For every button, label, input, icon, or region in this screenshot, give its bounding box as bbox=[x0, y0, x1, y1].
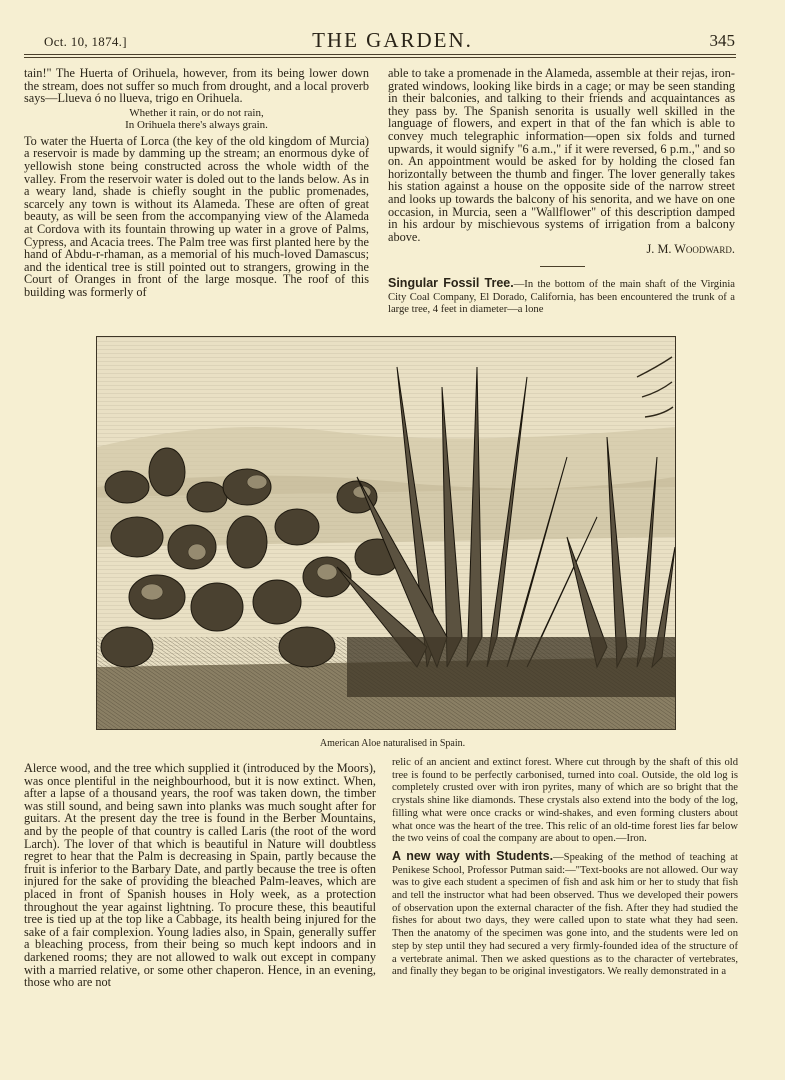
fossil-tree-article bbox=[388, 277, 735, 317]
proverb-verse bbox=[24, 107, 369, 131]
fossil-tree-heading: Singular Fossil Tree. bbox=[388, 276, 514, 290]
fossil-tree-text: —In the bottom of the main shaft of the Virginia City Coal Company, El Dorado, California, has been encountered the trunk of a large tree, 4 feet in diameter—a lone bbox=[388, 279, 735, 316]
engraving-drawing bbox=[97, 337, 675, 729]
fossil-continuation-paragraph: relic of an ancient and extinct forest. Where cut through by the shaft of this old tree is found to be perfectly carbonised, turned into coal. Outside, the old log is completely crusted over with iron pyrites, many of which are so bright that the crystals shine like diamonds. These crystals also extend into the body of the log, filling what were once cracks or wind-shakes, and even forming clusters about what once was the heart of the tree. This relic of an old-time forest lies far below the two veins of coal the company are about to open.—Iron. bbox=[392, 757, 738, 845]
alerce-paragraph: Alerce wood, and the tree which supplied it (introduced by the Moors), was once plentiful in the neighbourhood, but it is now extinct. When, after a lapse of a thousand years, the roof was taken down, the timber was still sound, and being sawn into planks was much sought after for guitars. At the present day the tree is found in the Berber Mountains, and by the people of that country is called Laris (the root of the word Larch). The lover of that which is beautiful in Nature will doubtless regret to hear that the Palm is decreasing in Spain, partly because the fruit is inferior to the Barbary Date, and partly because the tree is often injured for the sake of providing the bleached Palm-leaves, which are placed in front of Spanish houses in Holy week, as a protection throughout the year against lightning. To procure these, this beautiful tree is tied up at the top like a Cabbage, its health being injured for the sake of a fair complexion. Young ladies also, in Spain, generally suffer a bleaching process, from their being so much kept indoors and in darkened rooms; they are not allowed to walk out except in company with a married relative, or some other chaperon. Hence, in an evening, those who are not bbox=[24, 761, 376, 990]
left-top-column bbox=[24, 67, 369, 299]
students-text: —Speaking of the method of teaching at Penikese School, Professor Putman said:—"Text-books are not allowed. Our way was to give each student a specimen of fish and ask him or her to study that fish and tell the instructor what had been observed. Thus we developed their powers of observation upon the external character of the fish. After they had studied the fishes for about two days, they were called upon to state what they had seen. Then the anatomy of the specimen was gone into, and the students were led on step by step until they had secured a very firmly-founded idea of the structure of a vertebrate animal. Then we asked questions as to the character of vertebrates, and finally they began to be original investigators. We really demonstrated in a bbox=[392, 851, 738, 978]
page-number: 345 bbox=[709, 31, 735, 50]
verse-line-1: Whether it rain, or do not rain, bbox=[129, 106, 264, 119]
alameda-paragraph: able to take a promenade in the Alameda, assemble at their rejas, iron-grated windows, looking like birds in a cage; or may be seen standing in their balconies, and talking to their friends and acquaintances as they pass by. The Spanish senorita is usually well skilled in the language of flowers, and expert in that of the fan which is able to convey much telegraphic information—open six folds and turned upwards, it would signify "6 a.m.," if it were reversed, 6 p.m.," and so on. An appointment would be asked for by holding the closed fan horizontally between the thumb and finger. The lover generally takes his station against a house on the opposite side of the narrow street and looks up towards the balcony of his senorita, and we have on one occasion, in Murcia, seen a "Wallflower" of this description damped in his ardour by mischievous systems of irrigation from a balcony above. bbox=[388, 66, 735, 244]
right-bottom-column bbox=[392, 757, 738, 979]
verse-line-2: In Orihuela there's always grain. bbox=[125, 118, 268, 131]
masthead-title: THE GARDEN. bbox=[312, 28, 473, 52]
issue-date: Oct. 10, 1874.] bbox=[44, 34, 127, 49]
author-signature: J. M. Woodward. bbox=[646, 242, 735, 257]
lorca-paragraph: To water the Huerta of Lorca (the key of the old kingdom of Murcia) a reservoir is made by damming up the stream; an enormous dyke of yellowish stone being constructed across the whole width of the valley. From the reservoir water is doled out to the lands below. As in a weary land, shade is chiefly sought in the public promenades, scarcely any town is without its Alameda. These are often of great beauty, as will be seen from the accompanying view of the Alameda at Cordova with its fountain throwing up water in a grove of Palms, Cypress, and Acacia trees. The Palm tree was first planted here by the hand of Abdu-r-rhaman, as a memorial of his much-loved Damascus; and the identical tree is still pointed out to strangers, growing in the Court of Oranges in front of the large mosque. The roof of this building was formerly of bbox=[24, 133, 369, 299]
section-divider bbox=[540, 266, 585, 267]
orihuela-paragraph: tain!" The Huerta of Orihuela, however, from its being lower down the stream, does not suffer so much from drought, and a local proverb says—Llueva ó no llueva, trigo en Orihuela. bbox=[24, 66, 369, 106]
right-top-column bbox=[388, 67, 735, 256]
figure-caption: American Aloe naturalised in Spain. bbox=[319, 738, 466, 749]
students-heading: A new way with Students. bbox=[392, 848, 554, 863]
left-bottom-column bbox=[24, 762, 376, 989]
header-rule bbox=[24, 54, 736, 55]
header-rule-second bbox=[24, 57, 736, 58]
aloe-engraving-illustration bbox=[96, 336, 676, 730]
